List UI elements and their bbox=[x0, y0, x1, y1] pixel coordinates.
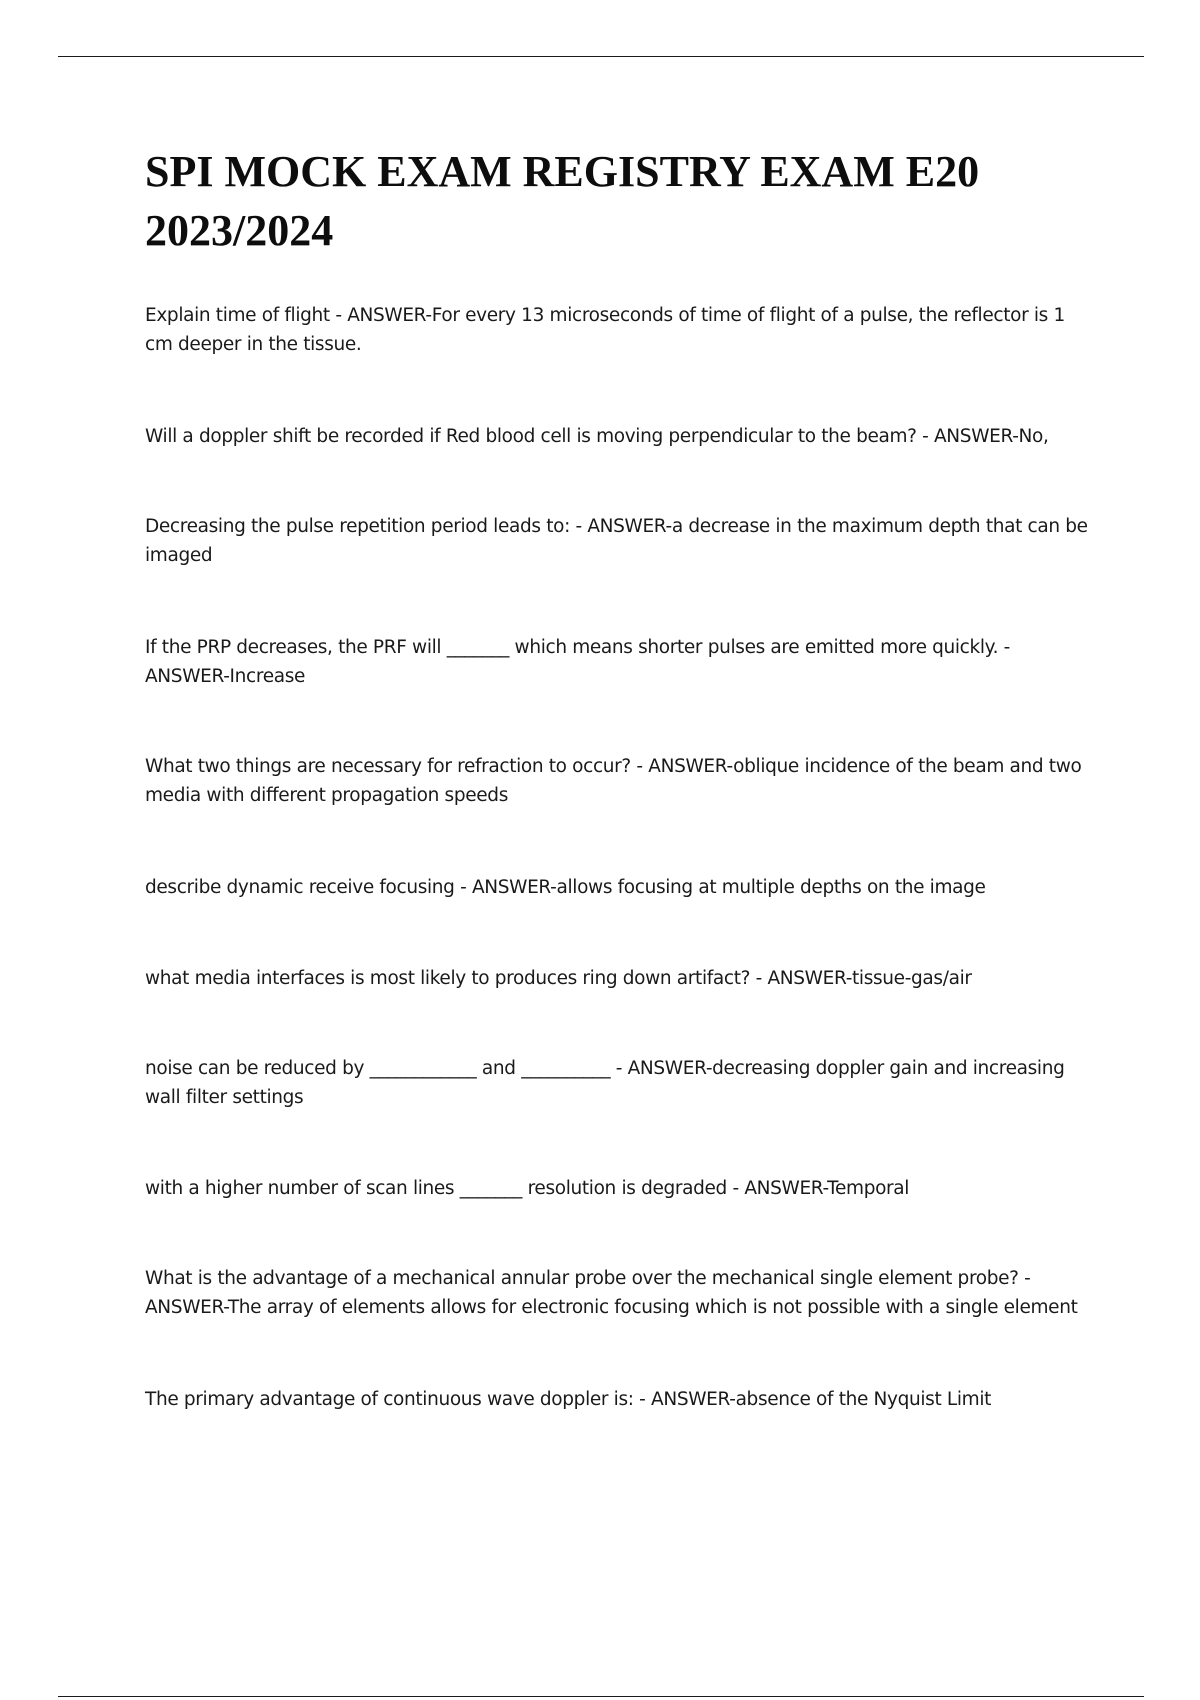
page-title: SPI MOCK EXAM REGISTRY EXAM E20 2023/2024 bbox=[145, 147, 980, 255]
qa-item-scan-lines: with a higher number of scan lines _______ resolution is degraded - ANSWER-Temporal bbox=[145, 1178, 910, 1199]
bottom-divider bbox=[58, 1696, 1144, 1697]
qa-item-noise-reduction: noise can be reduced by ____________ and __________ - ANSWER-decreasing doppler gain and increasing wall filter settings bbox=[145, 1058, 1065, 1108]
qa-item-pulse-repetition-period: Decreasing the pulse repetition period leads to: - ANSWER-a decrease in the maximum depth that can be imaged bbox=[145, 516, 1088, 566]
qa-item-time-of-flight: Explain time of flight - ANSWER-For every 13 microseconds of time of flight of a pulse, the reflector is 1 cm deeper in the tissue. bbox=[145, 305, 1065, 355]
top-divider bbox=[58, 56, 1144, 57]
qa-item-continuous-wave-doppler: The primary advantage of continuous wave doppler is: - ANSWER-absence of the Nyquist Limit bbox=[145, 1389, 992, 1410]
qa-item-annular-probe: What is the advantage of a mechanical annular probe over the mechanical single element probe? - ANSWER-The array of elements allows for electronic focusing which is not possible with a single element bbox=[145, 1268, 1078, 1318]
qa-item-doppler-perpendicular: Will a doppler shift be recorded if Red blood cell is moving perpendicular to the beam? - ANSWER-No, bbox=[145, 426, 1049, 447]
qa-item-dynamic-receive-focusing: describe dynamic receive focusing - ANSWER-allows focusing at multiple depths on the image bbox=[145, 877, 986, 898]
qa-item-prp-prf: If the PRP decreases, the PRF will _______ which means shorter pulses are emitted more quickly. - ANSWER-Increase bbox=[145, 637, 1011, 687]
qa-item-ring-down-artifact: what media interfaces is most likely to produces ring down artifact? - ANSWER-tissue-gas/air bbox=[145, 968, 972, 989]
qa-item-refraction: What two things are necessary for refraction to occur? - ANSWER-oblique incidence of the beam and two media with different propagation speeds bbox=[145, 756, 1082, 806]
